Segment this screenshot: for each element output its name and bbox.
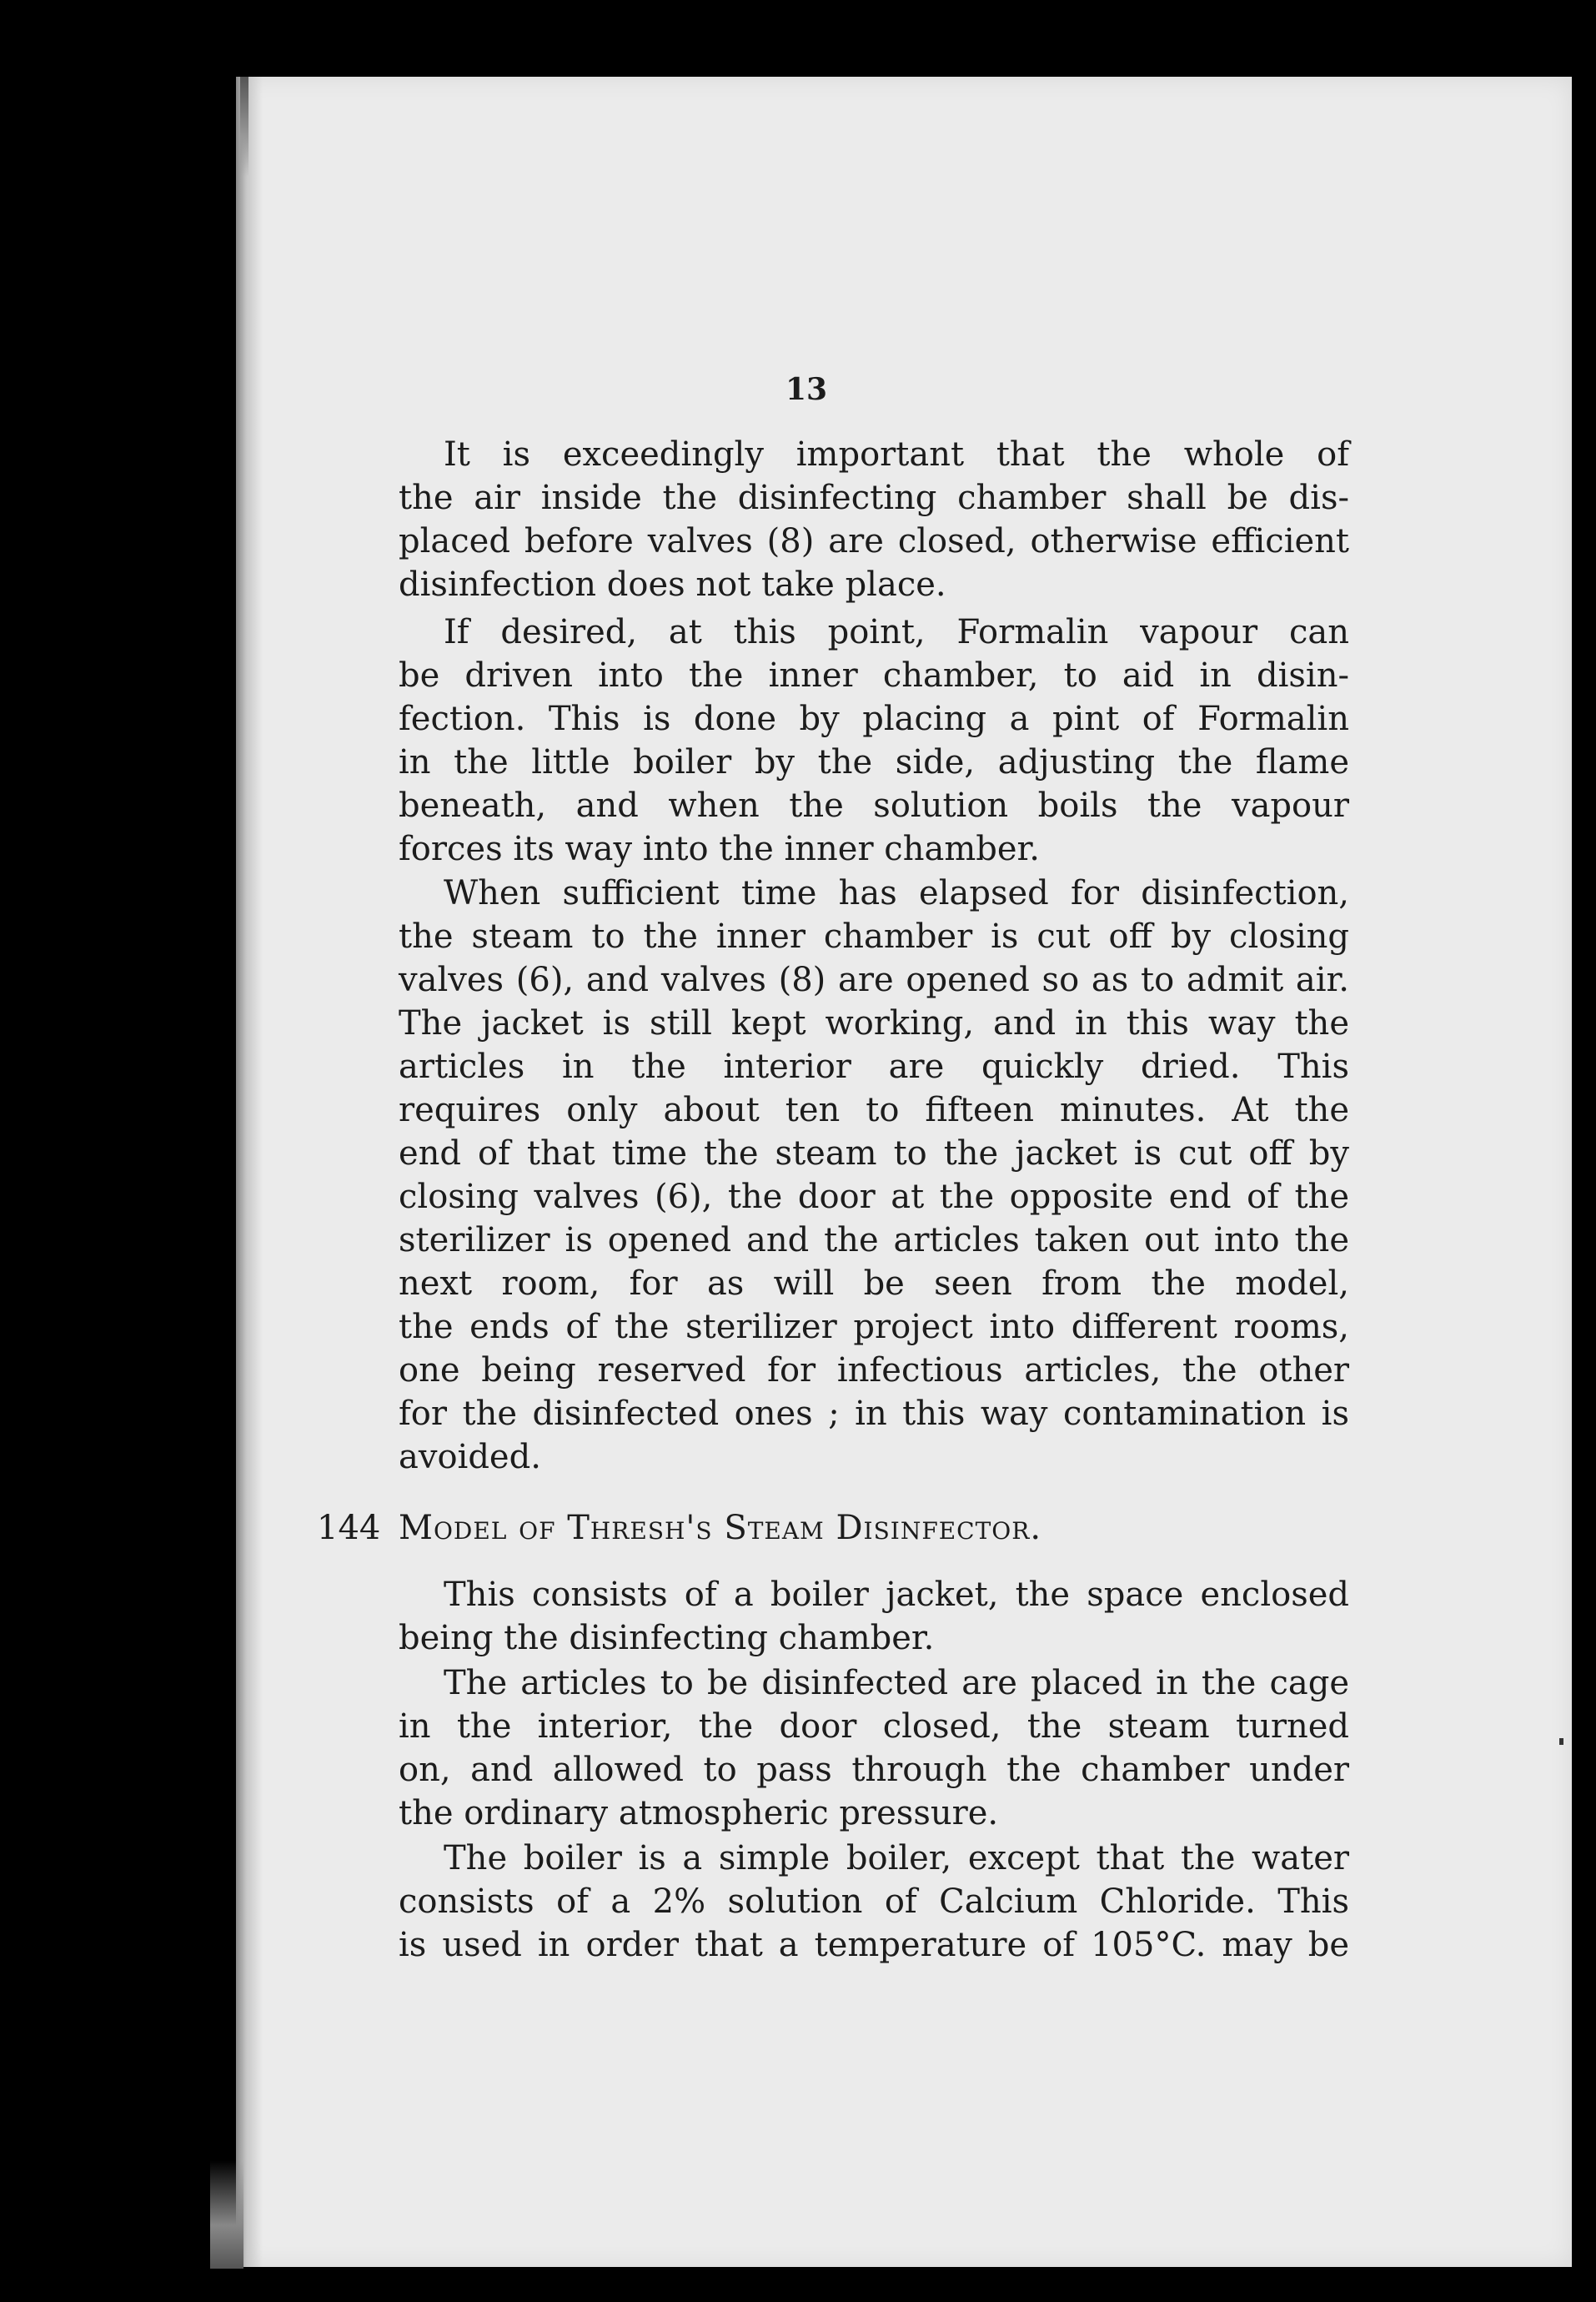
paragraph-line: the steam to the inner chamber is cut off by closing	[399, 917, 1349, 956]
paragraph-line: in the interior, the door closed, the steam turned	[399, 1707, 1349, 1746]
paragraph-line: When sufficient time has elapsed for disinfection,	[444, 874, 1349, 912]
paragraph-line: one being reserved for infectious articles, the other	[399, 1351, 1349, 1390]
paragraph-line: valves (6), and valves (8) are opened so as to admit air.	[399, 961, 1349, 999]
paragraph-line: being the disinfecting chamber.	[399, 1619, 935, 1657]
paragraph-line: closing valves (6), the door at the opposite end of the	[399, 1178, 1349, 1216]
paragraph-line: next room, for as will be seen from the model,	[399, 1264, 1349, 1303]
paragraph-line: The articles to be disinfected are placed in the cage	[444, 1664, 1349, 1702]
paragraph-line: be driven into the inner chamber, to aid in disin-	[399, 656, 1349, 695]
page-number: 13	[785, 372, 828, 407]
section-heading	[317, 1505, 1041, 1551]
paragraph-line: It is exceedingly important that the whole of	[444, 435, 1349, 474]
binding-mark-top	[240, 77, 248, 177]
paragraph-line: The jacket is still kept working, and in this way the	[399, 1004, 1349, 1043]
binding-shadow	[236, 77, 263, 2267]
paragraph-line: sterilizer is opened and the articles taken out into the	[399, 1221, 1349, 1259]
paragraph-line: consists of a 2% solution of Calcium Chloride. This	[399, 1882, 1349, 1921]
paragraph-line: If desired, at this point, Formalin vapour can	[444, 613, 1349, 651]
paragraph-line: avoided.	[399, 1438, 541, 1476]
paragraph-line: the ordinary atmospheric pressure.	[399, 1794, 999, 1832]
section-title: Model of Thresh's Steam Disinfector.	[399, 1509, 1042, 1547]
paragraph-line: in the little boiler by the side, adjusting the flame	[399, 743, 1349, 782]
paragraph-line: disinfection does not take place.	[399, 565, 946, 604]
binding-mark-bottom	[210, 2160, 243, 2269]
paragraph-line: requires only about ten to fifteen minutes. At the	[399, 1091, 1349, 1129]
paragraph-line: articles in the interior are quickly dried. This	[399, 1048, 1349, 1086]
paragraph-line: the ends of the sterilizer project into different rooms,	[399, 1308, 1349, 1346]
paragraph-line: This consists of a boiler jacket, the space enclosed	[444, 1576, 1349, 1614]
paragraph-line: fection. This is done by placing a pint of Formalin	[399, 700, 1349, 738]
scan-speck	[1559, 1738, 1563, 1745]
paragraph-line: placed before valves (8) are closed, otherwise efficient	[399, 522, 1349, 560]
paragraph-line: beneath, and when the solution boils the vapour	[399, 787, 1349, 825]
paragraph-line: is used in order that a temperature of 105°C. may be	[399, 1926, 1349, 1964]
paragraph-line: end of that time the steam to the jacket is cut off by	[399, 1134, 1349, 1173]
paragraph-line: the air inside the disinfecting chamber shall be dis-	[399, 479, 1349, 517]
paragraph-line: on, and allowed to pass through the chamber under	[399, 1751, 1349, 1789]
paragraph-line: for the disinfected ones ; in this way contamination is	[399, 1395, 1349, 1433]
section-number: 144	[317, 1509, 381, 1547]
paragraph-line: forces its way into the inner chamber.	[399, 830, 1040, 868]
paragraph-line: The boiler is a simple boiler, except that the water	[444, 1839, 1349, 1877]
